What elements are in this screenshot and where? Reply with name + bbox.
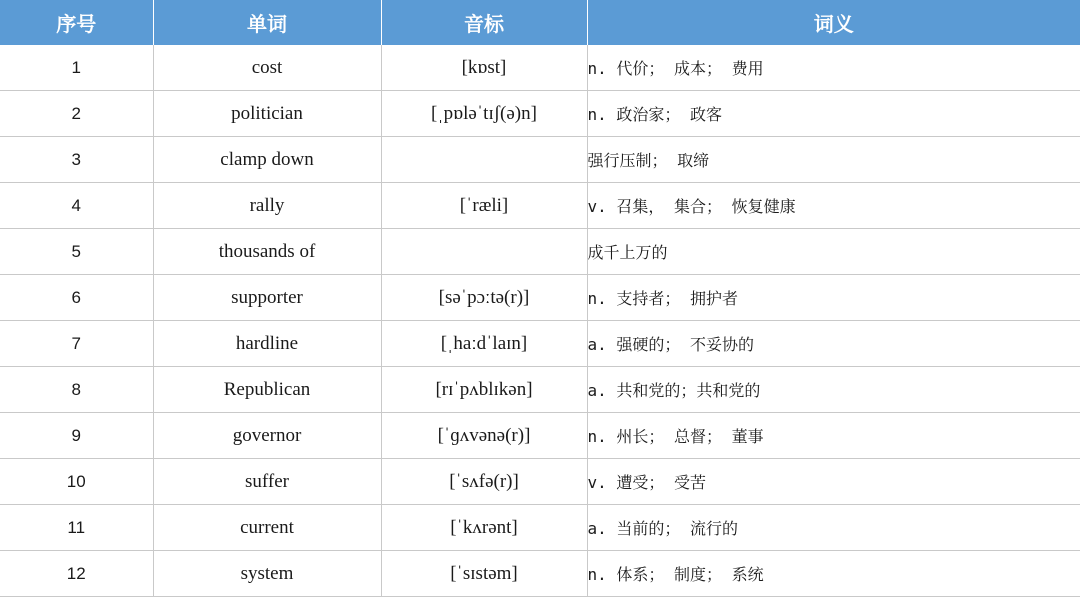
table-row: [0, 367, 1080, 413]
table-row: [0, 413, 1080, 459]
row-phonetic: [kɒst]: [381, 45, 587, 91]
row-number: 3: [0, 137, 153, 183]
header-phonetic: 音标: [381, 0, 587, 45]
table-row: [0, 45, 1080, 91]
row-phonetic: [rɪˈpʌblɪkən]: [381, 367, 587, 413]
row-word: hardline: [153, 321, 381, 367]
row-phonetic: [381, 229, 587, 275]
row-phonetic: [ˈkʌrənt]: [381, 505, 587, 551]
row-word: politician: [153, 91, 381, 137]
row-meaning: v. 召集， 集合； 恢复健康: [587, 183, 1080, 229]
table-row: [0, 505, 1080, 551]
row-phonetic: [səˈpɔːtə(r)]: [381, 275, 587, 321]
row-word: rally: [153, 183, 381, 229]
row-word: clamp down: [153, 137, 381, 183]
row-phonetic: [ˈræli]: [381, 183, 587, 229]
table-row: [0, 91, 1080, 137]
row-word: suffer: [153, 459, 381, 505]
row-number: 12: [0, 551, 153, 597]
row-meaning: n. 政治家； 政客: [587, 91, 1080, 137]
table-row: [0, 229, 1080, 275]
row-word: supporter: [153, 275, 381, 321]
row-meaning: 成千上万的: [587, 229, 1080, 275]
row-number: 11: [0, 505, 153, 551]
row-number: 4: [0, 183, 153, 229]
table-row: [0, 183, 1080, 229]
row-number: 1: [0, 45, 153, 91]
row-phonetic: [381, 137, 587, 183]
row-phonetic: [ˈɡʌvənə(r)]: [381, 413, 587, 459]
row-meaning: n. 代价； 成本； 费用: [587, 45, 1080, 91]
table-row: [0, 551, 1080, 597]
row-word: current: [153, 505, 381, 551]
row-phonetic: [ˈsʌfə(r)]: [381, 459, 587, 505]
header-word: 单词: [153, 0, 381, 45]
row-meaning: a. 强硬的； 不妥协的: [587, 321, 1080, 367]
row-meaning: n. 支持者； 拥护者: [587, 275, 1080, 321]
row-number: 8: [0, 367, 153, 413]
row-meaning: 强行压制； 取缔: [587, 137, 1080, 183]
header-row: [0, 0, 1080, 45]
row-meaning: n. 体系； 制度； 系统: [587, 551, 1080, 597]
table-row: [0, 275, 1080, 321]
table-row: [0, 321, 1080, 367]
row-meaning: a. 当前的； 流行的: [587, 505, 1080, 551]
row-phonetic: [ˌhaːdˈlaɪn]: [381, 321, 587, 367]
row-word: Republican: [153, 367, 381, 413]
row-number: 5: [0, 229, 153, 275]
row-phonetic: [ˈsɪstəm]: [381, 551, 587, 597]
table-row: [0, 459, 1080, 505]
row-phonetic: [ˌpɒləˈtɪʃ(ə)n]: [381, 91, 587, 137]
row-number: 7: [0, 321, 153, 367]
row-word: system: [153, 551, 381, 597]
row-meaning: v. 遭受； 受苦: [587, 459, 1080, 505]
row-word: thousands of: [153, 229, 381, 275]
row-number: 6: [0, 275, 153, 321]
row-word: cost: [153, 45, 381, 91]
row-meaning: n. 州长； 总督； 董事: [587, 413, 1080, 459]
header-meaning: 词义: [587, 0, 1080, 45]
row-number: 2: [0, 91, 153, 137]
row-meaning: a. 共和党的；共和党的: [587, 367, 1080, 413]
row-number: 9: [0, 413, 153, 459]
table-row: [0, 137, 1080, 183]
header-number: 序号: [0, 0, 153, 45]
row-number: 10: [0, 459, 153, 505]
row-word: governor: [153, 413, 381, 459]
